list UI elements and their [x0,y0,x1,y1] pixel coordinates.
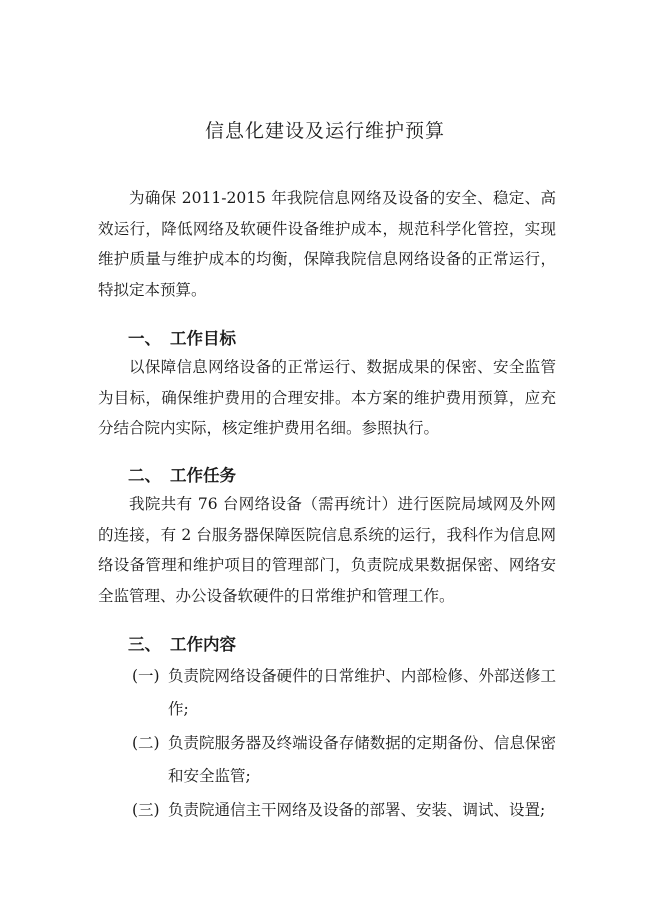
intro-paragraph: 为确保 2011-2015 年我院信息网络及设备的安全、稳定、高效运行，降低网络及软硬件设备维护成本，规范科学化管控，实现维护质量与维护成本的均衡，保障我院信息网络设备的正常运行，特拟定本预算。 [98,189,556,299]
list-item-text: 负责院通信主干网络及设备的部署、安装、调试、设置; [168,801,546,819]
section-title: 工作目标 [170,329,236,348]
list-item-number: (一) [132,667,160,685]
content-list-item [132,660,556,726]
section-heading-goals [128,325,236,349]
section-number: 三、 [128,635,161,654]
list-item-text: 负责院网络设备硬件的日常维护、内部检修、外部送修工作; [168,667,556,718]
list-item-text: 负责院服务器及终端设备存储数据的定期备份、信息保密和安全监管; [168,734,556,785]
section-heading-content [128,631,236,655]
goals-paragraph: 以保障信息网络设备的正常运行、数据成果的保密、安全监管为目标，确保维护费用的合理安排。本方案的维护费用预算，应充分结合院内实际，核定维护费用名细。参照执行。 [98,358,556,437]
list-item-number: (二) [132,734,160,752]
content-list-item [132,794,556,827]
tasks-paragraph: 我院共有 76 台网络设备（需再统计）进行医院局域网及外网的连接，有 2 台服务器保障医院信息系统的运行，我科作为信息网络设备管理和维护项目的管理部门，负责院成果数据保密、网络安全监管理、办公设备软硬件的日常维护和管理工作。 [98,495,556,605]
content-list-item [132,727,556,793]
section-number: 二、 [128,466,161,485]
document-title: 信息化建设及运行维护预算 [204,120,445,142]
section-number: 一、 [128,329,161,348]
section-title: 工作内容 [170,635,236,654]
section-title: 工作任务 [170,466,236,485]
section-heading-tasks [128,462,236,486]
list-item-number: (三) [132,801,160,819]
